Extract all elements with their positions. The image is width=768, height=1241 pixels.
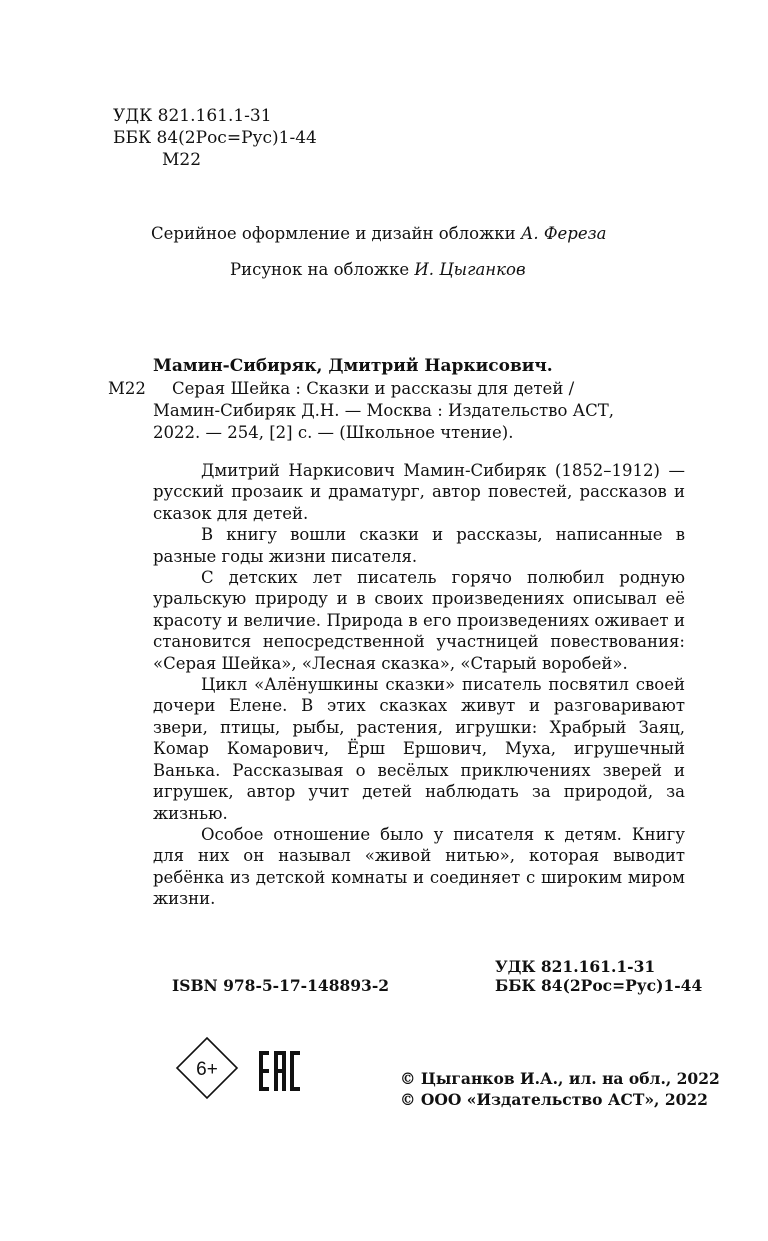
bibliographic-author-mark: М22 — [108, 379, 146, 398]
cover-art-name: И. Цыганков — [414, 260, 526, 279]
annotation-paragraph: Особое отношение было у писателя к детям. Книгу для них он называл «живой нитью», которая выводит ребёнка из детской комнаты и соединяет с широким миром жизни. — [153, 824, 685, 909]
series-design-credit — [151, 224, 606, 243]
annotation — [153, 460, 685, 910]
cover-art-label: Рисунок на обложке — [230, 260, 410, 279]
annotation-paragraph: С детских лет писатель горячо полюбил родную уральскую природу и в своих произведениях описывал её красоту и величие. Природа в его произведениях оживает и становится непосредственной участницей повествования: «Серая Шейка», «Лесная сказка», «Старый воробей». — [153, 568, 685, 673]
udk-top: УДК 821.161.1-31 — [113, 106, 272, 126]
bibliographic-publisher-line: Мамин-Сибиряк Д.Н. — Москва : Издательство АСТ, — [153, 401, 615, 420]
copyright-publisher: © ООО «Издательство АСТ», 2022 — [400, 1090, 708, 1109]
age-rating-text: 6+ — [196, 1059, 218, 1080]
bibliographic-title-line: Серая Шейка : Сказки и рассказы для детей / — [172, 379, 575, 398]
copyright-illustrator: © Цыганков И.А., ил. на обл., 2022 — [400, 1069, 720, 1088]
cover-art-credit — [230, 260, 526, 279]
bbk-bottom: ББК 84(2Рос=Рус)1-44 — [495, 976, 703, 995]
series-design-name: А. Фереза — [520, 224, 607, 243]
annotation-paragraph: Цикл «Алёнушкины сказки» писатель посвятил своей дочери Елене. В этих сказках живут и разговаривают звери, птицы, рыбы, растения, игрушки: Храбрый Заяц, Комар Комарович, Ёрш Ершович, Муха, игрушечный Ванька. Рассказывая о весёлых приключениях зверей и игрушек, автор учит детей наблюдать за природой, за жизнью. — [153, 675, 685, 823]
age-rating-badge — [175, 1036, 239, 1100]
isbn: ISBN 978-5-17-148893-2 — [172, 976, 390, 995]
bibliographic-author: Мамин-Сибиряк, Дмитрий Наркисович. — [153, 356, 553, 376]
udk-bottom: УДК 821.161.1-31 — [495, 957, 656, 976]
bibliographic-pages-line: 2022. — 254, [2] с. — (Школьное чтение). — [153, 423, 514, 442]
annotation-paragraph: Дмитрий Наркисович Мамин-Сибиряк (1852–1912) — русский прозаик и драматург, автор повестей, рассказов и сказок для детей. — [153, 461, 685, 523]
bbk-top: ББК 84(2Рос=Рус)1-44 — [113, 128, 317, 148]
eac-mark-icon — [259, 1051, 301, 1091]
series-design-label: Серийное оформление и дизайн обложки — [151, 224, 516, 243]
annotation-paragraph: В книгу вошли сказки и рассказы, написанные в разные годы жизни писателя. — [153, 525, 685, 566]
age-rating-diamond-icon — [175, 1036, 239, 1100]
author-mark-top: М22 — [162, 150, 202, 170]
